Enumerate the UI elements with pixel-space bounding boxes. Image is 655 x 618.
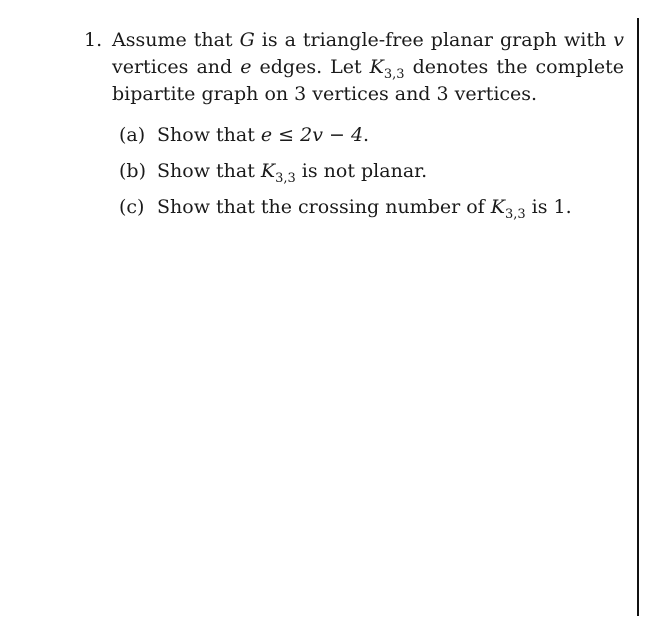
inequality: e ≤ 2v − 4 <box>260 124 364 146</box>
statement-line-3: bipartite graph on 3 vertices and 3 vertices. <box>112 83 538 105</box>
edge-count-symbol: e <box>240 56 252 78</box>
word: and <box>196 56 233 78</box>
word: edges. <box>259 56 323 78</box>
problem-1 <box>84 27 624 230</box>
vertex-count-symbol: v <box>613 29 624 51</box>
subpart-label: (b) <box>119 160 146 182</box>
text: Show that <box>157 160 261 182</box>
k-letter: K <box>490 196 505 218</box>
k-subscript: 3,3 <box>504 207 526 222</box>
k-letter: K <box>260 160 276 182</box>
word: Let <box>330 56 362 78</box>
word: the <box>496 56 528 78</box>
word: triangle-free <box>302 29 424 51</box>
k-subscript: 3,3 <box>275 171 296 186</box>
subpart-label: (c) <box>119 196 145 218</box>
word: planar <box>430 29 494 51</box>
statement-line-2 <box>112 54 624 81</box>
text: is 1. <box>525 196 572 218</box>
word: complete <box>535 56 624 78</box>
problem-number: 1. <box>84 29 103 51</box>
subparts-list <box>119 122 624 221</box>
k-subscript: 3,3 <box>383 67 405 82</box>
subpart-c <box>119 194 624 221</box>
problem-statement <box>112 27 624 221</box>
word: with <box>564 29 607 51</box>
k33-symbol <box>260 160 296 186</box>
text: Show that the crossing number of <box>157 196 491 218</box>
word: Assume <box>112 29 187 51</box>
margin-rule <box>637 18 639 616</box>
text: Show that <box>157 124 261 146</box>
graph-symbol-g: G <box>239 29 255 51</box>
statement-line-1 <box>112 27 624 54</box>
subpart-text <box>157 194 572 221</box>
subpart-b <box>119 158 624 185</box>
word: a <box>284 29 296 51</box>
word: that <box>193 29 233 51</box>
k33-symbol <box>490 196 526 222</box>
word: vertices <box>112 56 189 78</box>
word: is <box>261 29 278 51</box>
subpart-text <box>157 158 427 185</box>
text: is not planar. <box>295 160 428 182</box>
word: denotes <box>412 56 489 78</box>
word: graph <box>500 29 557 51</box>
subpart-text <box>157 122 369 149</box>
text: . <box>363 124 370 146</box>
k33-symbol <box>370 54 405 81</box>
subpart-a <box>119 122 624 149</box>
subpart-label: (a) <box>119 124 146 146</box>
k-letter: K <box>369 56 384 78</box>
